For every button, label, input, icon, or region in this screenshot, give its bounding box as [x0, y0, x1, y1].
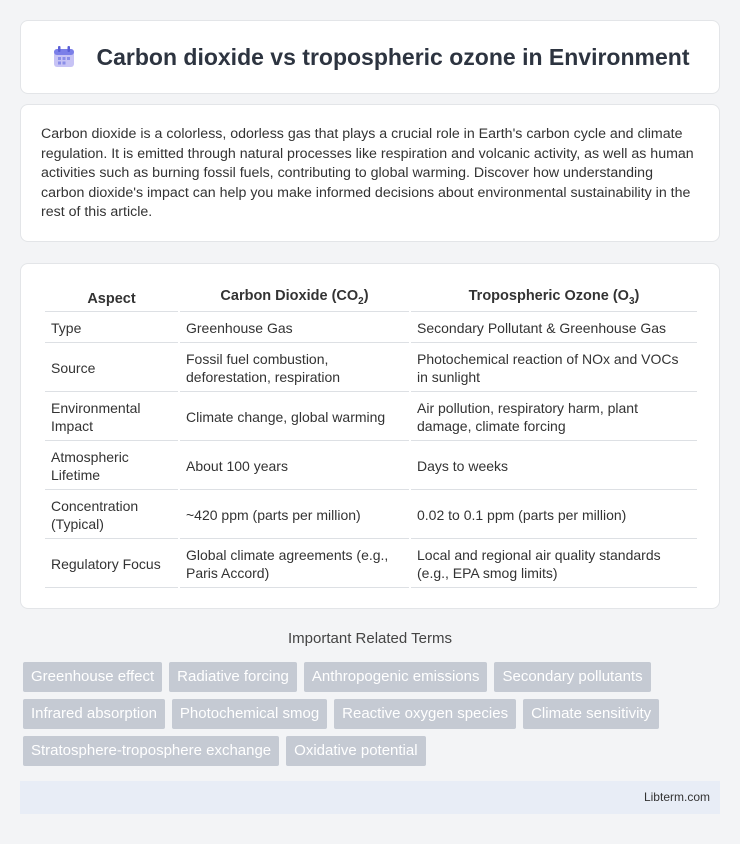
table-row [45, 443, 697, 490]
cell-co2: About 100 years [180, 443, 409, 490]
header-o3: Tropospheric Ozone $(O_3)$ [411, 286, 697, 312]
calendar-icon [51, 44, 77, 70]
comparison-table [43, 284, 699, 590]
cell-co2: Global climate agreements (e.g., Paris Accord) [180, 541, 409, 588]
related-terms-title: Important Related Terms [288, 630, 452, 647]
cell-o3: Photochemical reaction of NOx and VOCs in sunlight [411, 345, 697, 392]
cell-o3: Secondary Pollutant & Greenhouse Gas [411, 314, 697, 343]
comparison-table-card [20, 263, 720, 609]
table-row [45, 345, 697, 392]
term-tag[interactable]: Radiative forcing [169, 662, 297, 692]
term-tag[interactable]: Anthropogenic emissions [304, 662, 488, 692]
cell-co2: ~420 ppm (parts per million) [180, 492, 409, 539]
term-tag[interactable]: Stratosphere-troposphere exchange [23, 736, 279, 766]
term-tag[interactable]: Photochemical smog [172, 699, 327, 729]
term-tag[interactable]: Secondary pollutants [494, 662, 650, 692]
term-tag[interactable]: Reactive oxygen species [334, 699, 516, 729]
table-row [45, 541, 697, 588]
header-card [20, 20, 720, 94]
header-aspect: Aspect [45, 286, 178, 312]
cell-aspect: Concentration (Typical) [45, 492, 178, 539]
table-row [45, 314, 697, 343]
cell-o3: Air pollution, respiratory harm, plant damage, climate forcing [411, 394, 697, 441]
intro-text: Carbon dioxide is a colorless, odorless gas that plays a crucial role in Earth's carbon cycle and climate regulation. It is emitted through natural processes like respiration and volcanic activity, as well as human activities such as burning fossil fuels, contributing to global warming. Discover how understanding carbon dioxide's impact can help you make informed decisions about environmental sustainability in the rest of this article. [41, 126, 694, 220]
cell-co2: Climate change, global warming [180, 394, 409, 441]
cell-o3: Days to weeks [411, 443, 697, 490]
term-tag[interactable]: Greenhouse effect [23, 662, 162, 692]
related-terms-list [23, 662, 723, 766]
header-co2: Carbon Dioxide $(CO_2)$ [180, 286, 409, 312]
cell-co2: Greenhouse Gas [180, 314, 409, 343]
cell-aspect: Regulatory Focus [45, 541, 178, 588]
cell-aspect: Environmental Impact [45, 394, 178, 441]
footer-site-link[interactable]: Libterm.com [643, 790, 710, 804]
cell-o3: Local and regional air quality standards (e.g., EPA smog limits) [411, 541, 697, 588]
cell-aspect: Type [45, 314, 178, 343]
cell-aspect: Atmospheric Lifetime [45, 443, 178, 490]
term-tag[interactable]: Infrared absorption [23, 699, 165, 729]
intro-card [20, 104, 720, 242]
footer [20, 781, 720, 814]
table-row [45, 394, 697, 441]
cell-o3: 0.02 to 0.1 ppm (parts per million) [411, 492, 697, 539]
term-tag[interactable]: Oxidative potential [286, 736, 425, 766]
term-tag[interactable]: Climate sensitivity [523, 699, 659, 729]
cell-co2: Fossil fuel combustion, deforestation, respiration [180, 345, 409, 392]
page-title: Carbon dioxide vs tropospheric ozone in Environment [96, 43, 690, 70]
cell-aspect: Source [45, 345, 178, 392]
table-row [45, 492, 697, 539]
